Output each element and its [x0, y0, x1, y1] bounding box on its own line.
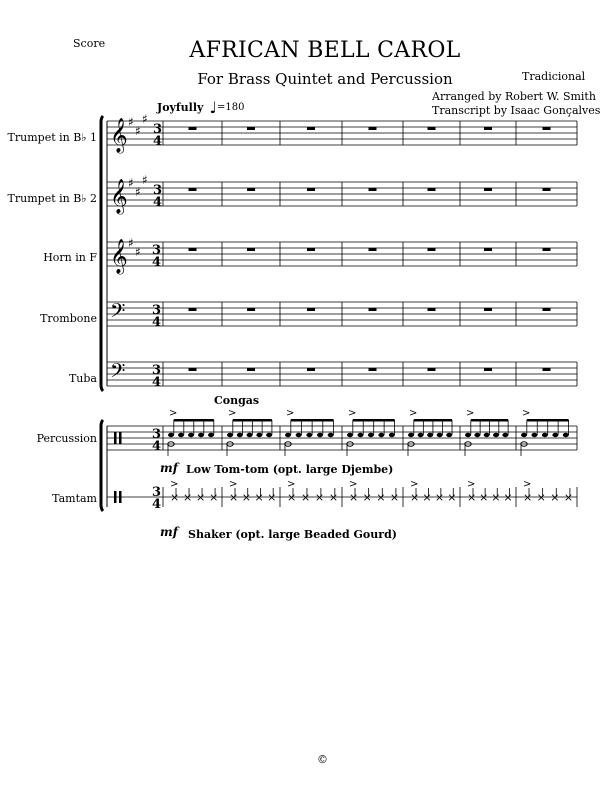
whole-rest	[189, 127, 197, 130]
whole-rest	[484, 248, 492, 251]
x-note-head: ×	[536, 491, 546, 504]
accent-icon: >	[228, 408, 237, 419]
copyright-notice: ©	[317, 753, 328, 766]
beam	[414, 419, 452, 422]
time-sig-numerator: 3	[152, 485, 162, 500]
staff-marks	[110, 112, 573, 512]
arranger-credit: Arranged by Robert W. Smith	[432, 90, 596, 103]
x-note-head: ×	[196, 491, 206, 504]
x-note-head: ×	[209, 491, 219, 504]
whole-rest	[428, 248, 436, 251]
x-note-head: ×	[328, 491, 339, 504]
brass-bracket	[101, 116, 103, 391]
x-note-head: ×	[503, 491, 513, 504]
accent-icon: >	[169, 408, 178, 419]
x-note-head: ×	[434, 491, 445, 504]
whole-rest	[428, 368, 436, 371]
x-note-head: ×	[254, 491, 264, 504]
instrument-name-trumpet-2: Trumpet in B♭ 2	[7, 192, 97, 205]
x-note-head: ×	[550, 491, 560, 504]
x-note-head: ×	[183, 491, 193, 504]
staff-system	[101, 116, 577, 511]
accent-icon: >	[523, 479, 532, 490]
time-sig-denominator: 4	[153, 195, 163, 210]
accent-icon: >	[286, 408, 295, 419]
percussion-clef-icon	[119, 432, 122, 444]
beam	[174, 419, 214, 422]
quarter-note-icon: ♩	[209, 98, 217, 117]
whole-rest	[484, 127, 492, 130]
whole-rest	[189, 188, 197, 191]
note-head	[178, 433, 184, 437]
accent-icon: >	[522, 408, 531, 419]
accent-icon: >	[229, 479, 238, 490]
whole-rest	[428, 127, 436, 130]
note-head	[266, 433, 272, 437]
piece-subtitle: For Brass Quintet and Percussion	[197, 70, 453, 88]
x-note-head: ×	[287, 491, 297, 504]
transcriber-credit: Transcript by Isaac Gonçalves	[432, 104, 601, 117]
x-note-head: ×	[389, 491, 400, 504]
percussion-clef-icon	[114, 432, 117, 444]
percussion-clef-icon	[119, 491, 122, 503]
note-head	[168, 433, 174, 437]
whole-rest	[369, 127, 377, 130]
whole-rest	[543, 188, 551, 191]
whole-rest	[189, 368, 197, 371]
whole-rest	[484, 308, 492, 311]
time-sig-denominator: 4	[152, 375, 162, 390]
low-tom-label: Low Tom-tom (opt. large Djembe)	[186, 463, 394, 476]
sharp-icon: ♯	[142, 173, 148, 187]
whole-rest	[369, 368, 377, 371]
treble-clef-icon: 𝄞	[110, 239, 128, 274]
x-note-head: ×	[422, 491, 432, 504]
accent-icon: >	[410, 479, 419, 490]
x-note-head: ×	[410, 491, 420, 504]
bass-clef-icon: 𝄢	[110, 299, 126, 327]
accent-icon: >	[409, 408, 418, 419]
beam	[233, 419, 272, 422]
whole-rest	[428, 308, 436, 311]
x-note-head: ×	[491, 491, 501, 504]
whole-rest	[307, 188, 315, 191]
accent-icon: >	[287, 479, 296, 490]
note-head	[427, 433, 433, 437]
sharp-icon: ♯	[142, 112, 148, 126]
time-sig-numerator: 3	[152, 427, 162, 442]
whole-rest	[369, 188, 377, 191]
instrument-name-tuba: Tuba	[68, 372, 97, 385]
tempo-bpm: =180	[216, 102, 245, 113]
note-head	[563, 433, 569, 437]
beam	[527, 419, 569, 422]
note-head	[552, 433, 558, 437]
x-note-head: ×	[170, 491, 180, 504]
whole-rest	[307, 308, 315, 311]
note-head	[188, 433, 194, 437]
note-head	[357, 433, 363, 437]
whole-rest	[247, 308, 255, 311]
note-head	[317, 433, 323, 437]
time-sig-denominator: 4	[152, 439, 162, 454]
instrument-name-percussion: Percussion	[36, 432, 97, 445]
time-sig-denominator: 4	[152, 497, 162, 512]
tamtam-dynamic: mf	[160, 525, 178, 539]
whole-rest	[307, 127, 315, 130]
time-sig-numerator: 3	[153, 122, 163, 137]
percussion-clef-icon	[114, 491, 117, 503]
whole-rest	[307, 248, 315, 251]
accent-icon: >	[467, 479, 476, 490]
note-head	[484, 433, 490, 437]
note-head	[418, 433, 424, 437]
x-note-head: ×	[447, 491, 457, 504]
instrument-name-trumpet-1: Trumpet in B♭ 1	[7, 131, 97, 144]
x-note-head: ×	[300, 491, 311, 504]
whole-rest	[307, 368, 315, 371]
note-head	[368, 433, 374, 437]
time-sig-numerator: 3	[152, 243, 162, 258]
sharp-icon: ♯	[135, 185, 141, 199]
note-head	[296, 433, 302, 437]
x-note-head: ×	[523, 491, 533, 504]
note-head	[247, 433, 253, 437]
note-head	[285, 433, 291, 437]
time-sig-denominator: 4	[153, 134, 163, 149]
whole-rest	[247, 248, 255, 251]
note-head	[306, 433, 312, 437]
bass-clef-icon: 𝄢	[110, 359, 126, 387]
note-head	[256, 433, 262, 437]
whole-rest	[369, 308, 377, 311]
time-sig-denominator: 4	[152, 315, 162, 330]
x-note-head: ×	[241, 491, 251, 504]
instrument-name-horn: Horn in F	[43, 251, 97, 264]
percussion-bracket	[101, 420, 103, 511]
x-note-head: ×	[229, 491, 239, 504]
whole-rest	[247, 188, 255, 191]
note-head	[208, 433, 214, 437]
whole-rest	[189, 308, 197, 311]
beam	[291, 419, 334, 422]
sharp-icon: ♯	[135, 245, 141, 259]
whole-rest	[247, 368, 255, 371]
note-head	[237, 433, 243, 437]
note-head	[521, 433, 527, 437]
whole-rest	[543, 308, 551, 311]
x-note-head: ×	[563, 491, 574, 504]
time-sig-numerator: 3	[152, 363, 162, 378]
score-label: Score	[73, 37, 106, 50]
piece-title: AFRICAN BELL CAROL	[189, 38, 461, 63]
whole-rest	[543, 368, 551, 371]
whole-rest	[543, 248, 551, 251]
note-head	[542, 433, 548, 437]
accent-icon: >	[170, 479, 179, 490]
sharp-icon: ♯	[128, 115, 134, 129]
x-note-head: ×	[314, 491, 325, 504]
note-head	[465, 433, 471, 437]
congas-label: Congas	[214, 394, 260, 407]
note-head	[389, 433, 395, 437]
accent-icon: >	[348, 408, 357, 419]
instrument-name-trombone: Trombone	[40, 312, 97, 325]
whole-rest	[369, 248, 377, 251]
x-note-head: ×	[467, 491, 477, 504]
beam	[353, 419, 395, 422]
note-head	[328, 433, 334, 437]
percussion-dynamic: mf	[160, 461, 178, 475]
note-head	[474, 433, 480, 437]
note-head	[378, 433, 384, 437]
note-head	[493, 433, 499, 437]
note-head	[502, 433, 508, 437]
treble-clef-icon: 𝄞	[110, 179, 128, 214]
x-note-head: ×	[479, 491, 489, 504]
sharp-icon: ♯	[128, 176, 134, 190]
sharp-icon: ♯	[128, 236, 134, 250]
whole-rest	[543, 127, 551, 130]
tempo-text: Joyfully	[157, 101, 204, 114]
x-note-head: ×	[376, 491, 386, 504]
time-sig-numerator: 3	[152, 303, 162, 318]
composer-credit: Tradicional	[522, 70, 586, 83]
shaker-label: Shaker (opt. large Beaded Gourd)	[188, 528, 397, 541]
instrument-name-tamtam: Tamtam	[52, 492, 97, 505]
whole-rest	[428, 188, 436, 191]
time-sig-denominator: 4	[152, 255, 162, 270]
note-head	[531, 433, 537, 437]
note-head	[408, 433, 414, 437]
beam	[471, 419, 508, 422]
time-sig-numerator: 3	[153, 183, 163, 198]
note-head	[437, 433, 443, 437]
note-head	[347, 433, 353, 437]
note-head	[198, 433, 204, 437]
whole-rest	[484, 368, 492, 371]
x-note-head: ×	[362, 491, 372, 504]
treble-clef-icon: 𝄞	[110, 118, 128, 153]
whole-rest	[484, 188, 492, 191]
accent-icon: >	[466, 408, 475, 419]
whole-rest	[189, 248, 197, 251]
sharp-icon: ♯	[135, 124, 141, 138]
accent-icon: >	[349, 479, 358, 490]
note-head	[446, 433, 452, 437]
whole-rest	[247, 127, 255, 130]
x-note-head: ×	[349, 491, 359, 504]
note-head	[227, 433, 233, 437]
x-note-head: ×	[267, 491, 277, 504]
